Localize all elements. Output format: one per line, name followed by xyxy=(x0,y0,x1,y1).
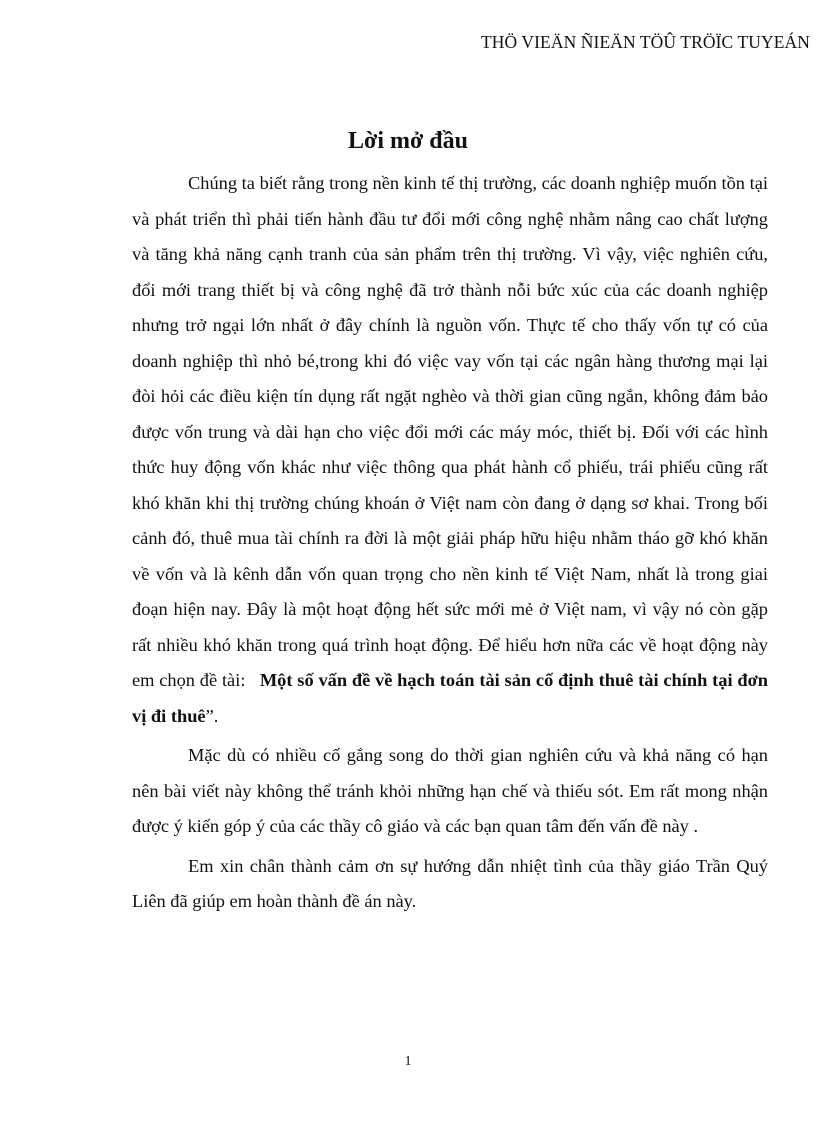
page-title: Lời mở đầu xyxy=(348,128,468,154)
page-number: 1 xyxy=(404,1054,412,1069)
paragraph-limitations: Mặc dù có nhiều cố gắng song do thời gian nghiên cứu và khả năng có hạn nên bài viết này không thể tránh khỏi những hạn chế và thiếu sót. Em rất mong nhận được ý kiến góp ý của các thầy cô giáo và các bạn quan tâm đến vấn đề này . xyxy=(132,745,768,836)
paragraph-acknowledgement: Em xin chân thành cảm ơn sự hướng dẫn nhiệt tình của thầy giáo Trần Quý Liên đã giúp em hoàn thành đề án này. xyxy=(132,855,768,911)
topic-closing-quote: ”. xyxy=(205,705,219,726)
paragraph-intro xyxy=(132,166,768,734)
thesis-topic: Một số vấn đề về hạch toán tài sản cố định thuê tài chính tại đơn vị đi thuê xyxy=(132,670,769,726)
running-header: THÖ VIEÄN ÑIEÄN TÖÛ TRÖÏC TUYEÁN xyxy=(480,32,810,52)
document-body xyxy=(132,166,768,920)
paragraph-intro-text: Chúng ta biết rằng trong nền kinh tế thị trường, các doanh nghiệp muốn tồn tại và phát triển thì phải tiến hành đầu tư đổi mới công nghệ nhằm nâng cao chất lượng và tăng khả năng cạnh tranh của sản phẩm trên thị trường. Vì vậy, việc nghiên cứu, đổi mới trang thiết bị và công nghệ đã trở thành nỗi bức xúc của các doanh nghiệp nhưng trở ngại lớn nhất ở đây chính là nguồn vốn. Thực tế cho thấy vốn tự có của doanh nghiệp thì nhỏ bé,trong khi đó việc vay vốn tại các ngân hàng thương mại lại đòi hỏi các điều kiện tín dụng rất ngặt nghèo và thời gian cũng ngắn, không đảm bảo được vốn trung và dài hạn cho việc đổi mới các máy móc, thiết bị. Đối với các hình thức huy động vốn khác như việc thông qua phát hành cổ phiếu, trái phiếu cũng rất khó khăn khi thị trường chúng khoán ở Việt nam còn đang ở dạng sơ khai. Trong bối cảnh đó, thuê mua tài chính ra đời là một giải pháp hữu hiệu nhằm tháo gỡ khó khăn về vốn và là kênh dẫn vốn quan trọng cho nền kinh tế Việt Nam, nhất là trong giai đoạn hiện nay. Đây là một hoạt động hết sức mới mẻ ở Việt nam, vì vậy nó còn gặp rất nhiều khó khăn trong quá trình hoạt động. Để hiểu hơn nữa các về hoạt động này em chọn đề tài: xyxy=(132,173,768,690)
